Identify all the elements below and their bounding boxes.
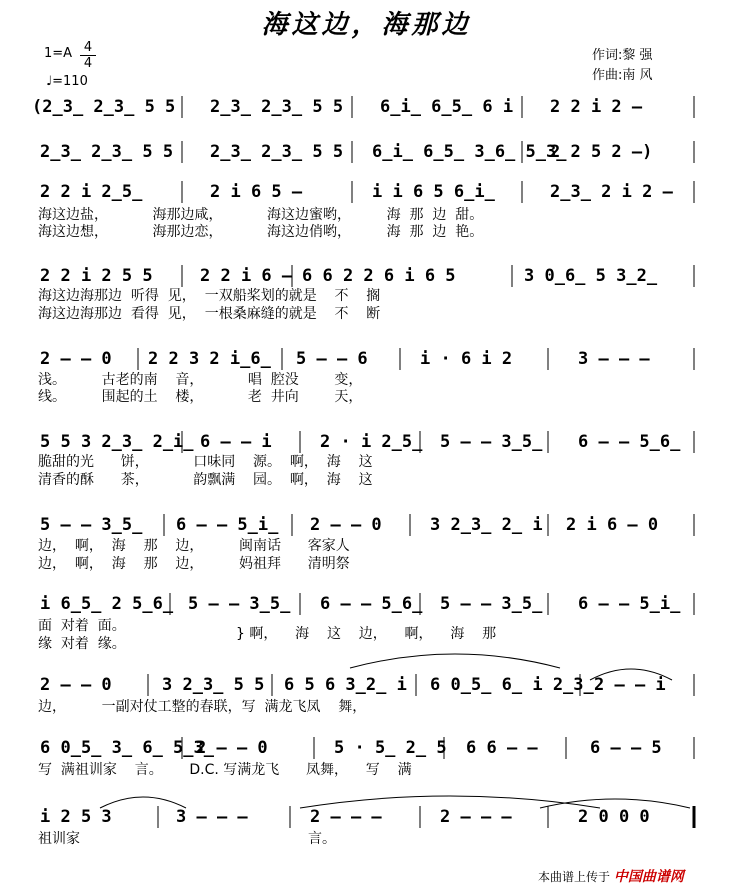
measure-notes: 5 – – 3̲5̲ bbox=[440, 432, 543, 452]
lyric-line: 边， 啊， 海 那 边， 妈祖拜 清明祭 bbox=[38, 556, 350, 572]
measure-notes: 2 2 i 2 5 5 bbox=[40, 266, 153, 286]
lyric-line: 言。 bbox=[308, 831, 336, 847]
measure-notes: 6 0̲5̲ 6̲ i 2̲3̲ bbox=[430, 675, 594, 695]
measure-notes: 6̲i̲ 6̲5̲ 6 i bbox=[380, 97, 514, 117]
measure-notes: 6 – – 5̲i̲ bbox=[176, 515, 279, 535]
lyric-line: 写 满祖训家 言。 D.C. 写满龙飞 凤舞， 写 满 bbox=[38, 762, 412, 778]
measure-notes: 6 – – 5̲6̲ bbox=[320, 594, 423, 614]
composer-credit: 作曲:南 风 bbox=[592, 68, 653, 83]
measure-notes: 2̲3̲ 2̲3̲ 5 5 bbox=[210, 142, 344, 162]
measure-notes: 6 – – i bbox=[200, 432, 272, 452]
measure-notes: 6 5 6 3̲2̲ i bbox=[284, 675, 407, 695]
measure-notes: 2̲3̲ 2 i 2 – bbox=[550, 182, 673, 202]
lyric-line: 海这边海那边 看得 见， 一根桑麻缝的就是 不 断 bbox=[38, 306, 381, 322]
measure-notes: i i 6 5 6̲i̲ bbox=[372, 182, 495, 202]
measure-notes: 6 0̲5̲ 3̲ 6̲ 5̲3̲ bbox=[40, 738, 214, 758]
lyric-line: } 啊， 海 这 边， 啊， 海 那 bbox=[236, 626, 497, 642]
measure-notes: 2̲3̲ 2̲3̲ 5 5 bbox=[210, 97, 344, 117]
measure-notes: 3 2̲3̲ 2̲ i bbox=[430, 515, 543, 535]
lyric-line: 海这边盐， 海那边咸， 海这边蜜哟， 海 那 边 甜。 bbox=[38, 207, 484, 223]
measure-notes: 5 5 3 2̲3̲ 2̲i̲ bbox=[40, 432, 194, 452]
measure-notes: (2̲3̲ 2̲3̲ 5 5 bbox=[32, 97, 176, 117]
measure-notes: 5 – – 6 bbox=[296, 349, 368, 369]
lyric-line: 祖训家 bbox=[38, 831, 80, 847]
measure-notes: 5 · 5̲ 2̲ 5 bbox=[334, 738, 447, 758]
measure-notes: 2 · i 2̲5̲ bbox=[320, 432, 423, 452]
lyric-line: 边， 一副对仗工整的春联，写 满龙飞凤 舞， bbox=[38, 699, 367, 715]
measure-notes: 2 – – i bbox=[594, 675, 666, 695]
measure-notes: 6 – – 5 bbox=[590, 738, 662, 758]
slur bbox=[100, 797, 186, 808]
measure-notes: 6̲i̲ 6̲5̲ 3̲6̲ 5̲3̲ bbox=[372, 142, 567, 162]
site-footer bbox=[538, 866, 684, 886]
lyric-line: 清香的酥 茶， 韵飘满 园。 啊， 海 这 bbox=[38, 472, 373, 488]
measure-notes: 2 – – – bbox=[310, 807, 382, 827]
lyric-line: 线。 围起的土 楼， 老 井向 天， bbox=[38, 389, 363, 405]
lyric-line: 边， 啊， 海 那 边， 闽南话 客家人 bbox=[38, 538, 350, 554]
measure-notes: 3 2̲3̲ 5 5 bbox=[162, 675, 265, 695]
measure-notes: 2 2 i 2 – bbox=[550, 97, 643, 117]
measure-notes: 3 0̲6̲ 5 3̲2̲ bbox=[524, 266, 658, 286]
measure-notes: i 2 5 3 bbox=[40, 807, 112, 827]
lyric-line: 面 对着 面。 bbox=[38, 618, 126, 634]
key-signature: 1=A bbox=[44, 46, 73, 61]
slur bbox=[350, 654, 560, 668]
measure-notes: 2 i 6 – 0 bbox=[566, 515, 659, 535]
measure-notes: 5 – – 3̲5̲ bbox=[440, 594, 543, 614]
measure-notes: 2 – – – bbox=[440, 807, 512, 827]
lyric-line: 海这边想， 海那边恋， 海这边俏哟， 海 那 边 艳。 bbox=[38, 224, 484, 240]
measure-notes: 2 2 3 2 i̲6̲ bbox=[148, 349, 271, 369]
lyric-line: 海这边海那边 听得 见， 一双船桨划的就是 不 搁 bbox=[38, 288, 381, 304]
lyricist-credit: 作词:黎 强 bbox=[592, 48, 653, 63]
measure-notes: 2 2 i 2̲5̲ bbox=[40, 182, 143, 202]
measure-notes: 6 – – 5̲i̲ bbox=[578, 594, 681, 614]
measure-notes: 2 0 0 0 bbox=[578, 807, 650, 827]
measure-notes: 2 – – 0 bbox=[40, 675, 112, 695]
lyric-line: 缘 对着 缘。 bbox=[38, 636, 126, 652]
footer-site: 中国曲谱网 bbox=[613, 869, 684, 885]
measure-notes: 2 – – 0 bbox=[40, 349, 112, 369]
lyric-line: 浅。 古老的南 音， 唱 腔没 变， bbox=[38, 372, 363, 388]
measure-notes: 2 2 i 6 – bbox=[200, 266, 293, 286]
measure-notes: i · 6 i 2 bbox=[420, 349, 513, 369]
measure-notes: 2 – – 0 bbox=[196, 738, 268, 758]
time-signature-top: 4 bbox=[83, 40, 93, 55]
measure-notes: 3 – – – bbox=[578, 349, 650, 369]
measure-notes: 6 6 – – bbox=[466, 738, 538, 758]
measure-notes: 3 – – – bbox=[176, 807, 248, 827]
measure-notes: 6 – – 5̲6̲ bbox=[578, 432, 681, 452]
song-title: 海这边，海那边 bbox=[261, 10, 472, 40]
tempo-marking: ♩=110 bbox=[46, 74, 88, 89]
measure-notes: 2 2 5 2 –) bbox=[550, 142, 653, 162]
measure-notes: 5 – – 3̲5̲ bbox=[188, 594, 291, 614]
measure-notes: i 6̲5̲ 2 5̲6̲ bbox=[40, 594, 174, 614]
measure-notes: 2 – – 0 bbox=[310, 515, 382, 535]
lyric-line: 脆甜的光 饼， 口味同 源。 啊， 海 这 bbox=[38, 454, 373, 470]
footer-prefix: 本曲谱上传于 bbox=[538, 870, 611, 884]
measure-notes: 6 6 2 2 6 i 6 5 bbox=[302, 266, 456, 286]
measure-notes: 2 i 6 5 – bbox=[210, 182, 303, 202]
time-signature-bottom: 4 bbox=[80, 55, 96, 71]
measure-notes: 5 – – 3̲5̲ bbox=[40, 515, 143, 535]
measure-notes: 2̲3̲ 2̲3̲ 5 5 bbox=[40, 142, 174, 162]
